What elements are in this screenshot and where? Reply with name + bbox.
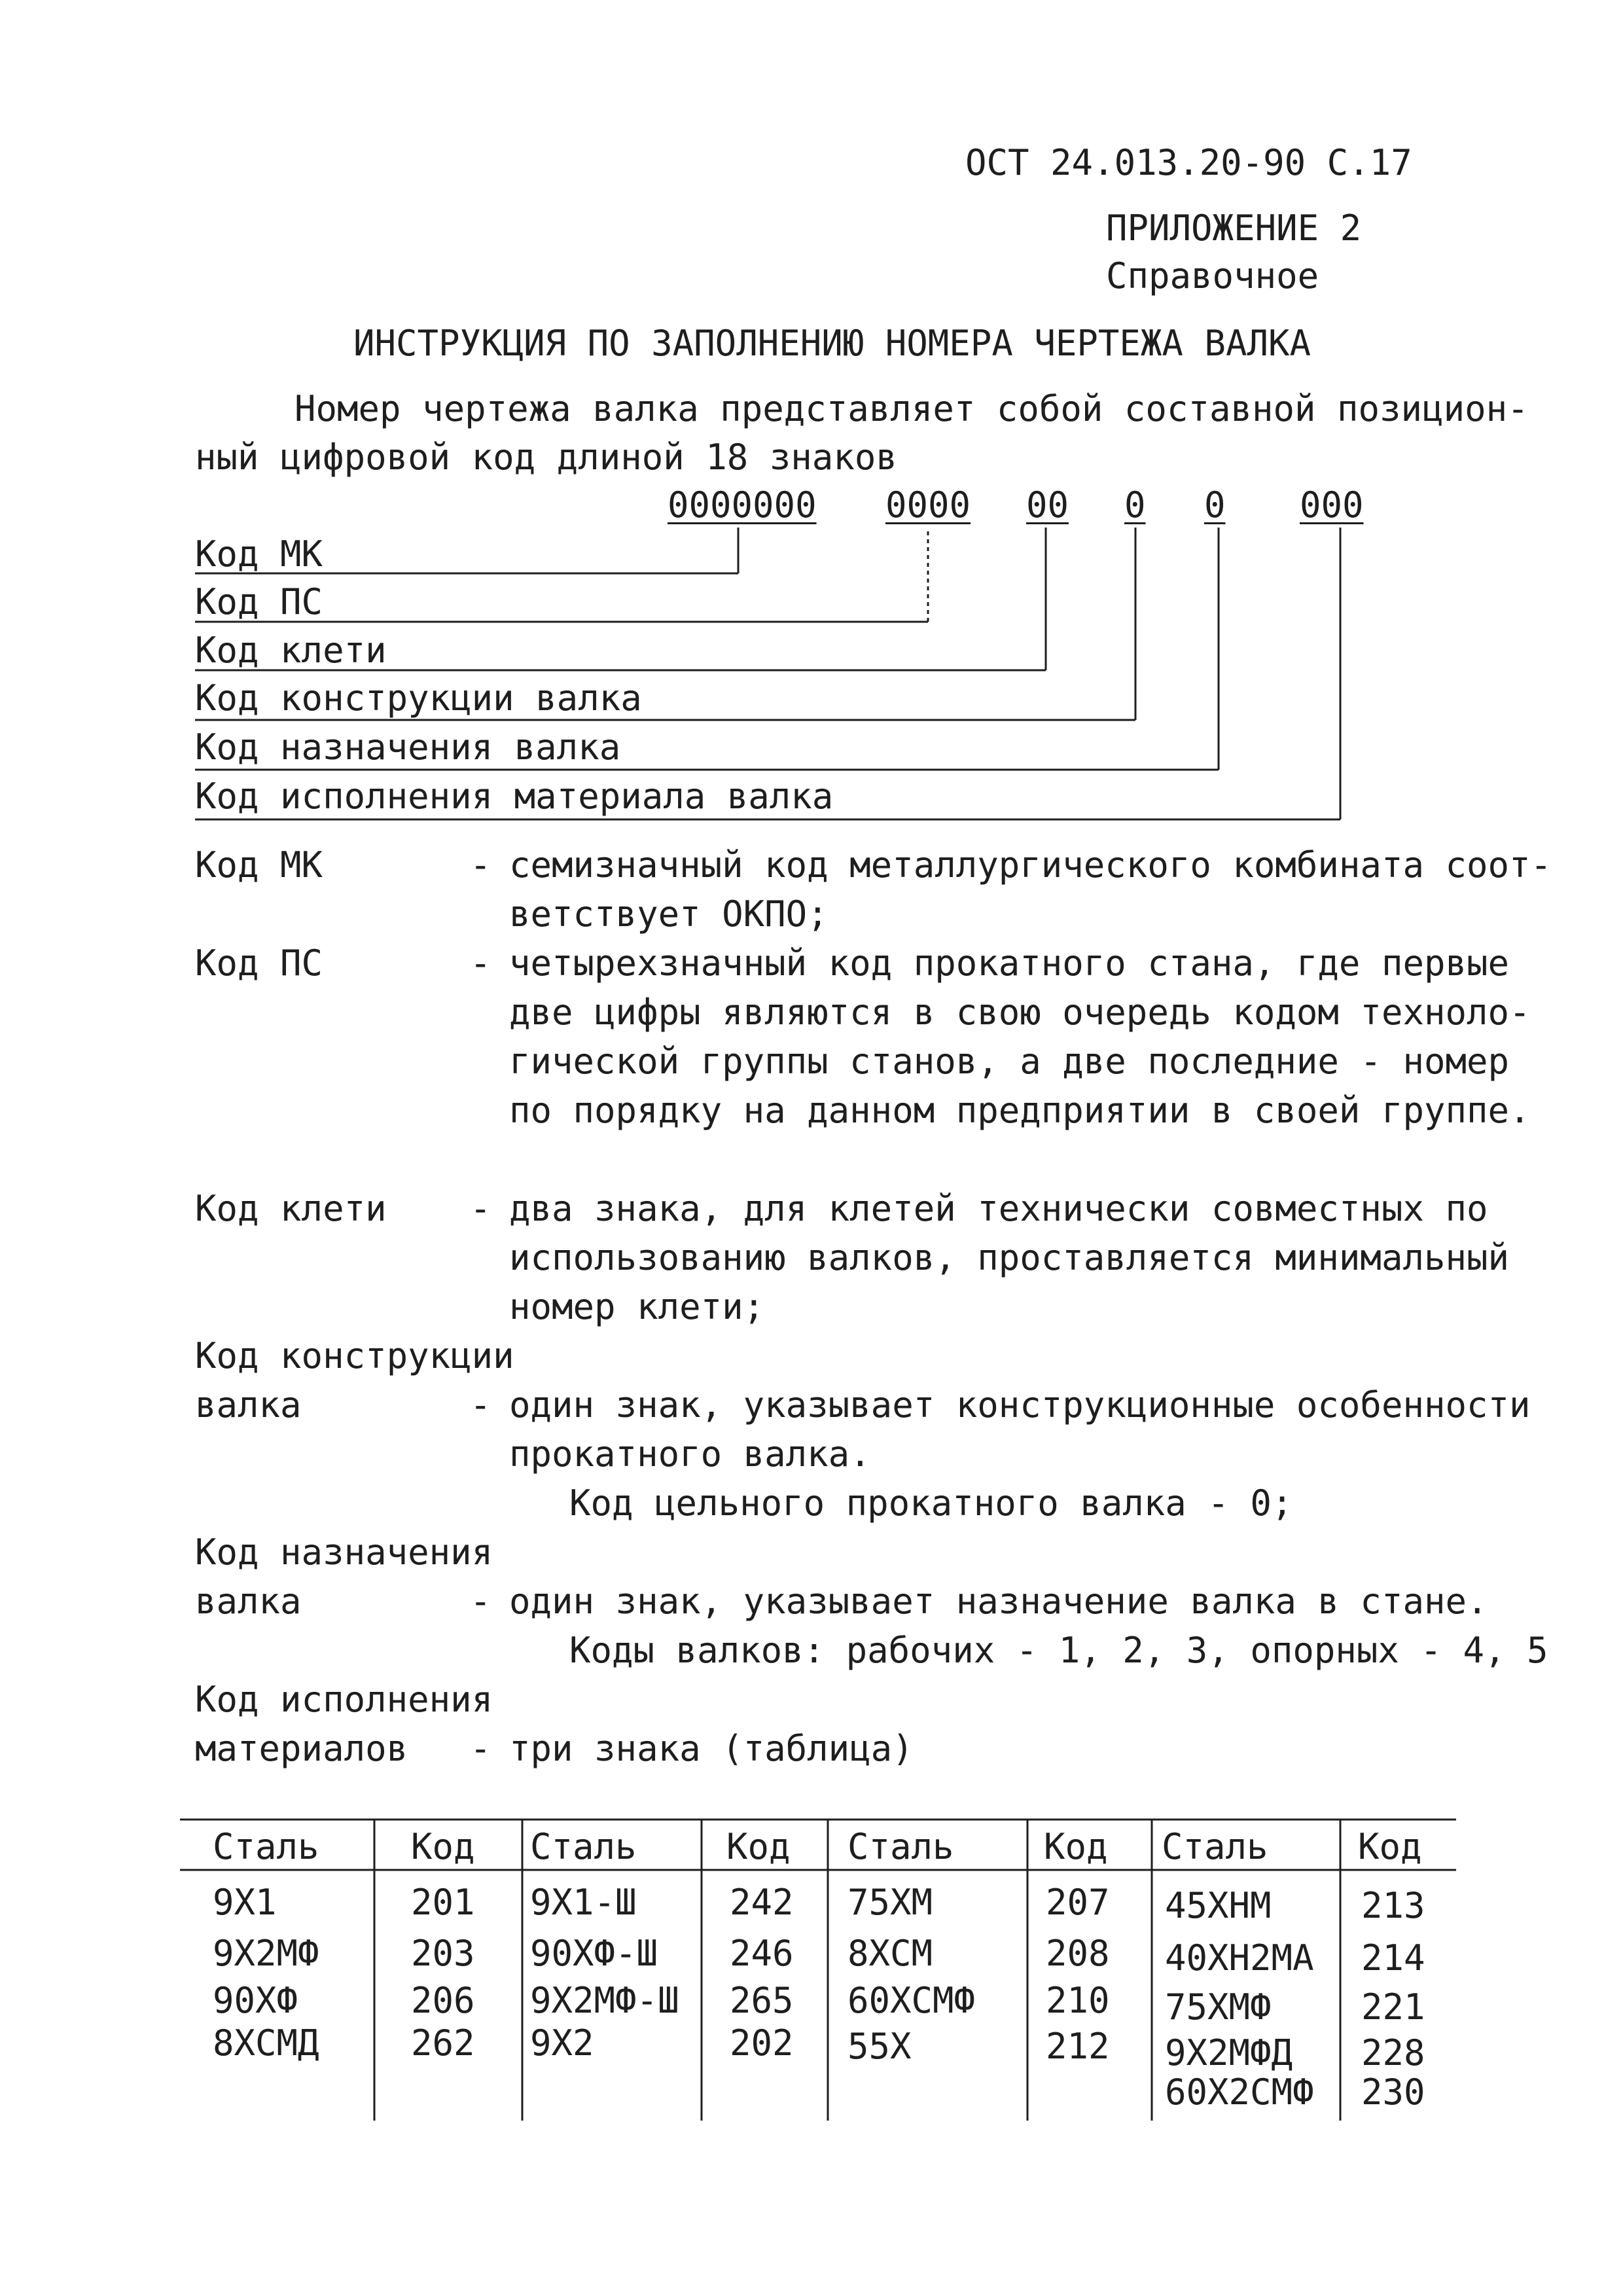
definition-text-line: один знак, указывает назначение валка в стане. (509, 1581, 1488, 1622)
table-cell-steel: 75ХМ (847, 1882, 933, 1923)
definition-dash: - (470, 844, 491, 886)
table-cell-code: 208 (1046, 1933, 1110, 1974)
table-header-code: Код (1358, 1826, 1422, 1867)
definition-dash: - (470, 1188, 491, 1229)
table-cell-steel: 60Х2СМФ (1165, 2072, 1314, 2113)
table-cell-steel: 60ХСМФ (847, 1980, 976, 2021)
definition-term-design-cont: валка (195, 1384, 302, 1426)
definition-dash: - (470, 942, 491, 984)
code-group-stand: 00 (1026, 484, 1069, 526)
table-cell-steel: 8ХСМД (213, 2022, 319, 2064)
definition-text-line: два знака, для клетей технически совместных по (509, 1188, 1488, 1229)
definition-text-line: использованию валков, проставляется минимальный (509, 1237, 1510, 1278)
table-header-code: Код (726, 1826, 791, 1867)
table-cell-code: 206 (411, 1980, 475, 2021)
table-cell-code: 212 (1046, 2026, 1110, 2067)
table-cell-steel: 9Х2МФ-Ш (530, 1980, 679, 2021)
definition-text-line: две цифры являются в свою очередь кодом техноло- (509, 992, 1531, 1033)
definition-text-line: номер клети; (509, 1286, 765, 1327)
definition-text-line: один знак, указывает конструкционные особенности (509, 1384, 1531, 1426)
table-cell-code: 201 (411, 1882, 475, 1923)
table-cell-code: 230 (1361, 2072, 1425, 2113)
definition-text-line: ветствует ОКПО; (509, 893, 829, 935)
table-cell-steel: 9Х2 (530, 2022, 594, 2064)
intro-line-1: Номер чертежа валка представляет собой составной позицион- (294, 388, 1529, 429)
table-cell-steel: 9Х1-Ш (530, 1882, 637, 1923)
code-group-purpose: 0 (1204, 484, 1226, 526)
definition-term-ps: Код ПС (195, 942, 323, 984)
definition-term-material-cont: материалов (195, 1728, 408, 1769)
document-reference: ОСТ 24.013.20-90 С.17 (965, 142, 1412, 183)
table-header-steel: Сталь (530, 1826, 637, 1867)
diagram-label-mk: Код МК (195, 533, 323, 575)
table-cell-code: 214 (1361, 1937, 1425, 1979)
definition-term-stand: Код клети (195, 1188, 387, 1229)
table-header-steel: Сталь (213, 1826, 319, 1867)
appendix-type: Справочное (1106, 255, 1319, 296)
definition-dash: - (470, 1384, 491, 1426)
table-cell-code: 265 (730, 1980, 794, 2021)
diagram-label-material: Код исполнения материала валка (195, 776, 834, 817)
table-header-steel: Сталь (1162, 1826, 1268, 1867)
table-cell-code: 213 (1361, 1885, 1425, 1926)
table-cell-code: 207 (1046, 1882, 1110, 1923)
table-cell-code: 203 (411, 1933, 475, 1974)
definition-text-line: прокатного валка. (509, 1433, 871, 1475)
page-title: ИНСТРУКЦИЯ ПО ЗАПОЛНЕНИЮ НОМЕРА ЧЕРТЕЖА ВАЛКА (353, 323, 1311, 364)
diagram-label-design: Код конструкции валка (195, 677, 642, 719)
definition-note: Коды валков: рабочих - 1, 2, 3, опорных - 4, 5 (569, 1630, 1548, 1671)
definition-term-design: Код конструкции (195, 1335, 514, 1376)
definition-text-line: три знака (таблица) (509, 1728, 914, 1769)
definition-text-line: гической группы станов, а две последние - номер (509, 1041, 1510, 1082)
definition-note: Код цельного прокатного валка - 0; (569, 1482, 1293, 1524)
table-cell-code: 242 (730, 1882, 794, 1923)
table-cell-steel: 9Х1 (213, 1882, 277, 1923)
definition-text-line: четырехзначный код прокатного стана, где первые (509, 942, 1510, 984)
table-cell-steel: 45ХНМ (1165, 1885, 1272, 1926)
table-cell-steel: 55Х (847, 2026, 912, 2067)
code-group-ps: 0000 (885, 484, 971, 526)
appendix-number: ПРИЛОЖЕНИЕ 2 (1106, 207, 1362, 249)
definition-text-line: по порядку на данном предприятии в своей группе. (509, 1090, 1531, 1131)
table-cell-steel: 90ХФ-Ш (530, 1933, 658, 1974)
table-cell-code: 210 (1046, 1980, 1110, 2021)
diagram-label-stand: Код клети (195, 630, 387, 671)
definition-dash: - (470, 1728, 491, 1769)
table-header-code: Код (1044, 1826, 1108, 1867)
table-cell-code: 228 (1361, 2032, 1425, 2073)
definition-text-line: семизначный код металлургического комбината соот- (509, 844, 1552, 886)
table-header-steel: Сталь (847, 1826, 954, 1867)
table-cell-steel: 40ХН2МА (1165, 1937, 1314, 1979)
table-cell-code: 202 (730, 2022, 794, 2064)
table-cell-code: 262 (411, 2022, 475, 2064)
code-group-design: 0 (1124, 484, 1146, 526)
table-cell-steel: 9Х2МФД (1165, 2032, 1293, 2073)
definition-term-material: Код исполнения (195, 1679, 493, 1720)
table-cell-steel: 8ХСМ (847, 1933, 933, 1974)
intro-line-2: ный цифровой код длиной 18 знаков (195, 437, 897, 478)
table-cell-code: 221 (1361, 1986, 1425, 2028)
diagram-label-ps: Код ПС (195, 581, 323, 622)
table-cell-steel: 75ХМФ (1165, 1986, 1272, 2028)
table-cell-steel: 90ХФ (213, 1980, 298, 2021)
definition-term-purpose-cont: валка (195, 1581, 302, 1622)
definition-dash: - (470, 1581, 491, 1622)
code-group-material: 000 (1300, 484, 1364, 526)
code-group-mk: 0000000 (668, 484, 817, 526)
table-cell-steel: 9Х2МФ (213, 1933, 319, 1974)
table-cell-code: 246 (730, 1933, 794, 1974)
definition-term-purpose: Код назначения (195, 1532, 493, 1573)
diagram-label-purpose: Код назначения валка (195, 726, 621, 768)
table-header-code: Код (411, 1826, 475, 1867)
definition-term-mk: Код МК (195, 844, 323, 886)
